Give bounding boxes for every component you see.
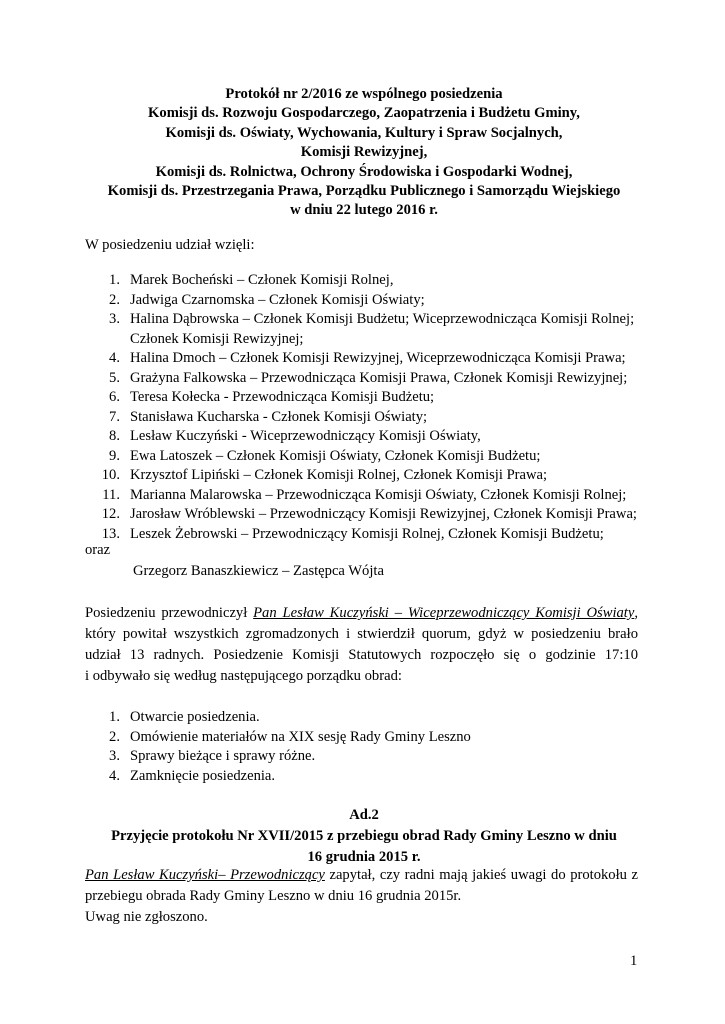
section-title: 16 grudnia 2015 r. [307,849,421,865]
list-text: Halina Dąbrowska – Członek Komisji Budżetu; Wiceprzewodnicząca Komisji Rolnej; [130,311,635,327]
paragraph-line: i odbywało się według następującego porządku obrad: [85,668,402,684]
list-text: Sprawy bieżące i sprawy różne. [130,748,316,764]
list-number: 7. [109,408,120,425]
list-number: 1. [109,709,120,725]
protocol-header [80,85,648,221]
paragraph-line [85,603,638,624]
paragraph-line: Uwag nie zgłoszono. [85,909,208,925]
section-label: Ad.2 [349,807,379,823]
paragraph-comma: , [634,605,638,621]
list-number: 10. [101,467,120,483]
paragraph-line: przebiegu obrada Rady Gminy Leszno w dniu 16 grudnia 2015r. [85,888,462,904]
guest-attendee: Grzegorz Banaszkiewicz – Zastępca Wójta [133,563,384,579]
list-number: 3. [109,311,120,327]
list-text: Ewa Latoszek – Członek Komisji Oświaty, Członek Komisji Budżetu; [130,447,541,464]
section-paragraph [85,865,638,928]
list-text: Otwarcie posiedzenia. [130,709,260,725]
list-number: 13. [101,525,120,542]
list-number: 8. [109,428,120,444]
list-number: 6. [109,389,120,405]
paragraph-line [85,865,638,886]
chairman-name: Pan Lesław Kuczyński – Wiceprzewodniczący Komisji Oświaty [253,605,635,621]
list-text: Omówienie materiałów na XIX sesję Rady Gminy Leszno [130,728,471,745]
oraz-text: oraz [85,542,111,558]
list-number: 4. [109,350,120,366]
list-number: 4. [109,767,120,784]
list-text: Członek Komisji Rewizyjnej; [130,330,304,347]
list-number: 2. [109,291,120,308]
paragraph-line: udział 13 radnych. Posiedzenie Komisji Statutowych rozpoczęło się o godzinie 17:10 [85,647,638,663]
list-number: 1. [109,272,120,288]
speaker-name: Pan Lesław Kuczyński– Przewodniczący [85,867,325,883]
header-line: Komisji Rewizyjnej, [300,144,428,161]
list-number: 9. [109,447,120,464]
list-text: Teresa Kołecka - Przewodnicząca Komisji Budżetu; [130,389,435,405]
list-text: Marek Bocheński – Członek Komisji Rolnej, [130,272,394,288]
header-line: Protokół nr 2/2016 ze wspólnego posiedzenia [225,86,503,102]
opening-paragraph [85,603,638,687]
list-number: 2. [109,728,120,745]
header-line: Komisji ds. Oświaty, Wychowania, Kultury i Spraw Socjalnych, [165,124,563,141]
attendance-intro: W posiedzeniu udział wzięli: [85,237,255,253]
list-text: Lesław Kuczyński - Wiceprzewodniczący Komisji Oświaty, [130,428,481,444]
list-number: 11. [102,486,120,503]
paragraph-text: zapytał, czy radni mają jakieś uwagi do protokołu z [324,867,638,883]
list-text: Jarosław Wróblewski – Przewodniczący Komisji Rewizyjnej, Członek Komisji Prawa; [130,506,637,522]
list-text: Stanisława Kucharska - Członek Komisji Oświaty; [130,408,428,425]
header-line: w dniu 22 lutego 2016 r. [290,202,438,219]
list-number: 5. [109,369,120,386]
header-line: Komisji ds. Rozwoju Gospodarczego, Zaopatrzenia i Budżetu Gminy, [148,105,580,122]
list-text: Marianna Malarowska – Przewodnicząca Komisji Oświaty, Członek Komisji Rolnej; [130,486,627,503]
section-title: Przyjęcie protokołu Nr XVII/2015 z przebiegu obrad Rady Gminy Leszno w dniu [111,828,617,844]
list-number: 3. [109,748,120,764]
section-heading [80,805,648,868]
list-number: 12. [101,506,120,522]
page-number: 1 [630,953,638,969]
header-line: Komisji ds. Rolnictwa, Ochrony Środowiska i Gospodarki Wodnej, [155,163,573,180]
list-text: Jadwiga Czarnomska – Członek Komisji Oświaty; [130,291,425,308]
list-text: Grażyna Falkowska – Przewodnicząca Komisji Prawa, Członek Komisji Rewizyjnej; [130,369,628,386]
list-text: Zamknięcie posiedzenia. [130,767,276,784]
paragraph-line: który powitał wszystkich zgromadzonych i stwierdził quorum, gdyż w posiedzeniu brało [85,626,638,642]
header-line: Komisji ds. Przestrzegania Prawa, Porządku Publicznego i Samorządu Wiejskiego [107,183,621,200]
paragraph-lead: Posiedzeniu przewodniczył [85,605,254,621]
list-text: Leszek Żebrowski – Przewodniczący Komisji Rolnej, Członek Komisji Budżetu; [130,525,604,542]
list-text: Halina Dmoch – Członek Komisji Rewizyjnej, Wiceprzewodnicząca Komisji Prawa; [130,350,626,366]
list-text: Krzysztof Lipiński – Członek Komisji Rolnej, Członek Komisji Prawa; [130,467,548,483]
